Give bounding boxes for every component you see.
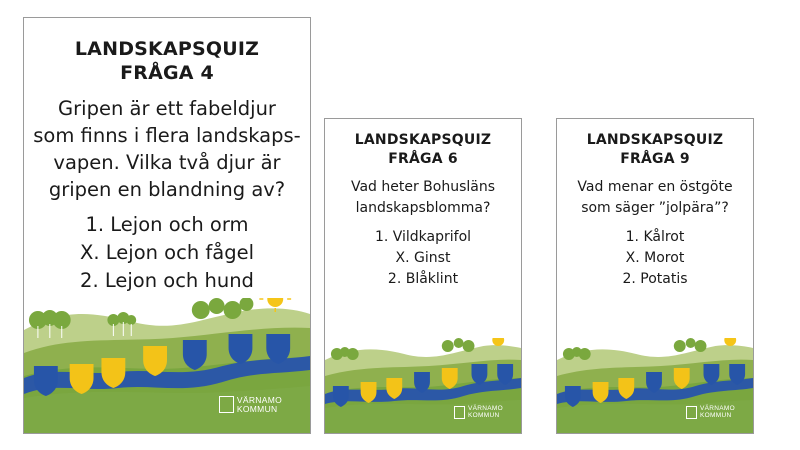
municipal-crest-icon xyxy=(219,396,234,413)
answer-option-x: X. Morot xyxy=(625,250,685,266)
answer-option-1: 1. Lejon och orm xyxy=(85,213,249,236)
answer-option-2: 2. Blåklint xyxy=(387,271,459,287)
quiz-card-question-6 xyxy=(324,118,522,434)
question-text: Vad heter Bohusläns landskapsblomma? xyxy=(350,179,496,216)
answer-options xyxy=(325,227,521,290)
answer-option-x: X. Lejon och fågel xyxy=(80,241,254,264)
answer-options xyxy=(24,211,310,295)
varnamo-kommun-logo: VÄRNAMO KOMMUN xyxy=(454,406,503,419)
answer-options xyxy=(557,227,753,290)
card-title: LANDSKAPSQUIZ FRÅGA 9 xyxy=(586,132,724,167)
municipal-crest-icon xyxy=(686,406,697,419)
answer-option-x: X. Ginst xyxy=(395,250,451,266)
municipal-crest-icon xyxy=(454,406,465,419)
answer-option-1: 1. Kålrot xyxy=(625,229,685,245)
card-title: LANDSKAPSQUIZ FRÅGA 6 xyxy=(354,132,492,167)
question-text: Vad menar en östgöte som säger ”jolpära”? xyxy=(577,179,733,216)
answer-option-1: 1. Vildkaprifol xyxy=(374,229,472,245)
quiz-card-question-9 xyxy=(556,118,754,434)
quiz-card-question-4 xyxy=(23,17,311,434)
question-text: Gripen är ett fabeldjur som finns i flera landskaps- vapen. Vilka två djur är gripen en blandning av? xyxy=(33,97,301,201)
varnamo-kommun-logo: VÄRNAMO KOMMUN xyxy=(219,396,282,413)
answer-option-2: 2. Potatis xyxy=(622,271,688,287)
answer-option-2: 2. Lejon och hund xyxy=(80,269,254,292)
varnamo-kommun-logo: VÄRNAMO KOMMUN xyxy=(686,406,735,419)
card-title: LANDSKAPSQUIZ FRÅGA 4 xyxy=(74,38,260,84)
